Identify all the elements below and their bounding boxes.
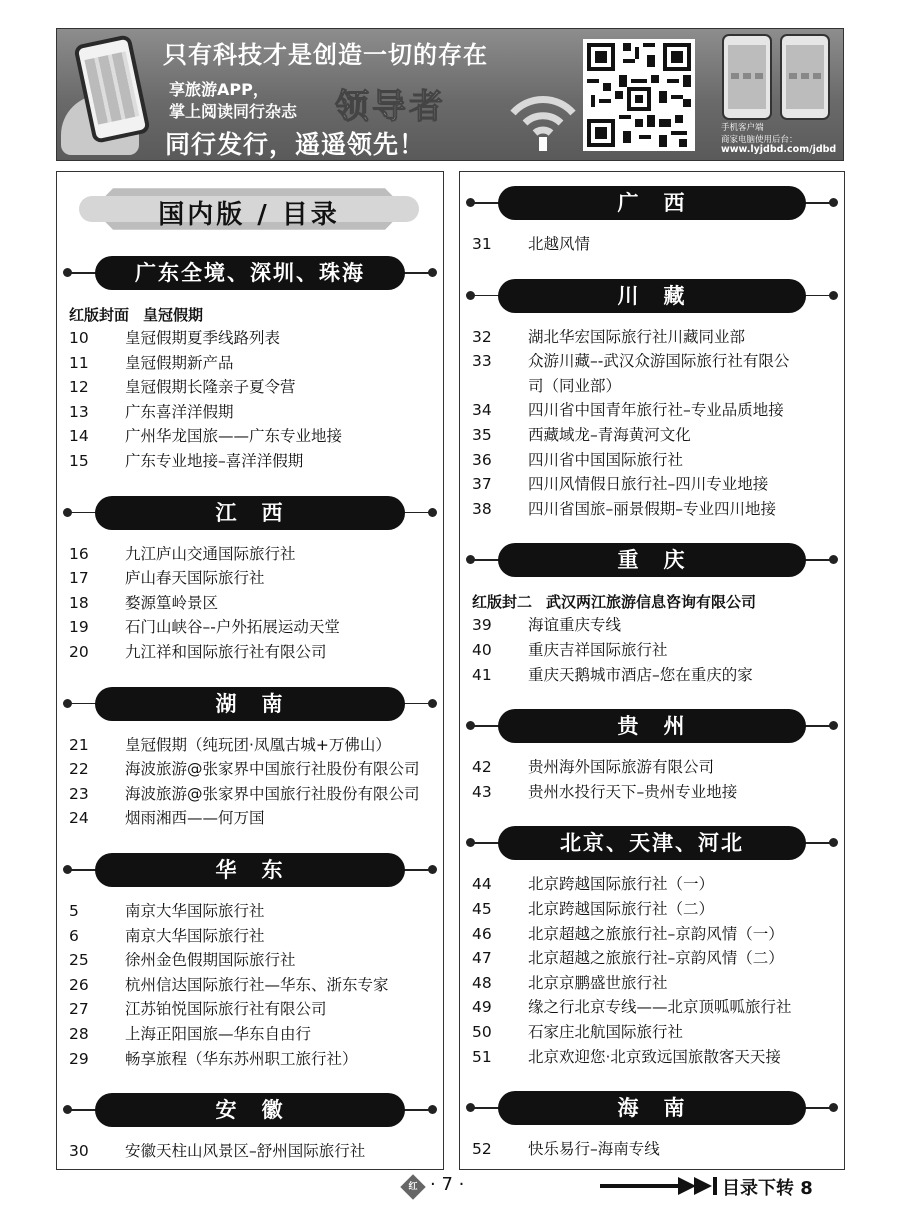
page-ref: 51 bbox=[472, 1047, 492, 1066]
entry-title: 四川风情假日旅行社–四川专业地接 bbox=[528, 475, 769, 494]
banner-big-word: 领导者 bbox=[335, 87, 446, 127]
entry-title: 北越风情 bbox=[528, 235, 591, 253]
entry-title: 皇冠假期夏季线路列表 bbox=[125, 329, 281, 347]
entry-title: 四川省国旅–丽景假期–专业四川地接 bbox=[528, 499, 777, 518]
bullet-dot-icon bbox=[63, 865, 72, 874]
page-ref: 41 bbox=[472, 665, 492, 684]
toc-entry[interactable] bbox=[472, 423, 840, 447]
toc-entry[interactable] bbox=[472, 325, 840, 349]
entry-title: 烟雨湘西——何万国 bbox=[125, 809, 265, 828]
section-header bbox=[57, 853, 443, 887]
page-ref: 12 bbox=[69, 378, 89, 397]
bullet-dot-icon bbox=[428, 699, 437, 708]
cover-label: 红版封面 bbox=[69, 306, 130, 324]
entry-title: 北京跨越国际旅行社（二） bbox=[528, 900, 715, 918]
page-ref: 11 bbox=[69, 353, 89, 372]
toc-entry[interactable] bbox=[69, 640, 439, 664]
section-header bbox=[460, 1091, 844, 1125]
banner-headline: 只有科技才是创造一切的存在 bbox=[163, 41, 488, 69]
bullet-dot-icon bbox=[428, 1105, 437, 1114]
toc-entry[interactable] bbox=[472, 349, 840, 373]
toc-title-banner bbox=[79, 186, 419, 232]
entry-title: 安徽天柱山风景区–舒州国际旅行社 bbox=[125, 1142, 366, 1161]
entry-title: 北京京鹏盛世旅行社 bbox=[528, 973, 668, 992]
section-title: 广 西 bbox=[498, 186, 806, 220]
toc-right-column bbox=[459, 171, 845, 1170]
toc-entry[interactable] bbox=[69, 924, 439, 948]
entry-title: 畅享旅程（华东苏州职工旅行社） bbox=[125, 1049, 358, 1068]
entry-title: 石家庄北航国际旅行社 bbox=[528, 1023, 684, 1041]
bullet-dot-icon bbox=[428, 865, 437, 874]
bullet-dot-icon bbox=[466, 291, 475, 300]
section-header bbox=[57, 687, 443, 721]
page-ref: 16 bbox=[69, 544, 89, 563]
bullet-dot-icon bbox=[829, 721, 838, 730]
page-ref: 13 bbox=[69, 402, 89, 421]
toc-entry[interactable] bbox=[69, 1022, 439, 1046]
toc-entry[interactable] bbox=[69, 542, 439, 566]
entry-title: 杭州信达国际旅行社—华东、浙东专家 bbox=[125, 975, 389, 994]
entry-title: 广东专业地接–喜洋洋假期 bbox=[125, 452, 304, 470]
page-ref: 35 bbox=[472, 426, 492, 444]
phone-screens-graphic bbox=[719, 33, 839, 121]
page-ref: 45 bbox=[472, 900, 492, 918]
toc-entry[interactable] bbox=[472, 922, 840, 946]
page-ref: 24 bbox=[69, 809, 89, 828]
section-header bbox=[460, 186, 844, 220]
entry-title: 海谊重庆专线 bbox=[528, 616, 622, 635]
section-title: 北京、天津、河北 bbox=[498, 826, 806, 860]
page-ref: 43 bbox=[472, 782, 492, 801]
section-title: 海 南 bbox=[498, 1091, 806, 1125]
cover-line[interactable] bbox=[69, 304, 203, 325]
toc-entry[interactable] bbox=[472, 1137, 840, 1161]
entry-title: 上海正阳国旅—华东自由行 bbox=[125, 1025, 312, 1043]
entry-title: 皇冠假期新产品 bbox=[125, 353, 234, 372]
page-ref: 6 bbox=[69, 926, 79, 945]
bullet-dot-icon bbox=[829, 555, 838, 564]
toc-entry[interactable] bbox=[472, 613, 840, 637]
page-ref: 10 bbox=[69, 329, 89, 347]
entry-title: 缘之行北京专线——北京顶呱呱旅行社 bbox=[528, 998, 792, 1017]
entry-title: 四川省中国国际旅行社 bbox=[528, 450, 684, 469]
toc-entry[interactable] bbox=[472, 472, 840, 496]
qr-code-icon[interactable] bbox=[583, 39, 695, 151]
bullet-dot-icon bbox=[428, 508, 437, 517]
toc-entry[interactable] bbox=[472, 398, 840, 422]
section-title: 川 藏 bbox=[498, 279, 806, 313]
page-ref: 49 bbox=[472, 998, 492, 1017]
page-ref: 34 bbox=[472, 401, 492, 420]
page-ref: 30 bbox=[69, 1142, 89, 1161]
banner-client-line1: 手机客户端 bbox=[721, 123, 764, 133]
toc-entry[interactable] bbox=[69, 806, 439, 830]
bullet-dot-icon bbox=[829, 291, 838, 300]
toc-entry[interactable] bbox=[472, 663, 840, 687]
page-ref: 21 bbox=[69, 735, 89, 754]
bullet-dot-icon bbox=[63, 508, 72, 517]
bullet-dot-icon bbox=[466, 555, 475, 564]
toc-entry[interactable] bbox=[472, 374, 840, 398]
toc-entry[interactable] bbox=[472, 232, 840, 256]
entry-title: 北京欢迎您·北京致远国旅散客天天接 bbox=[528, 1047, 781, 1066]
page-ref: 28 bbox=[69, 1025, 89, 1043]
toc-entry[interactable] bbox=[69, 375, 439, 399]
entry-title: 庐山春天国际旅行社 bbox=[125, 569, 265, 588]
toc-entry[interactable] bbox=[472, 1045, 840, 1069]
entry-title: 海波旅游@张家界中国旅行社股份有限公司 bbox=[125, 760, 420, 779]
entry-title: 皇冠假期长隆亲子夏令营 bbox=[125, 378, 296, 397]
page-ref: 25 bbox=[69, 951, 89, 970]
cover-advertiser: 皇冠假期 bbox=[143, 306, 204, 324]
red-edition-badge-text: 红 bbox=[408, 1182, 418, 1192]
entry-title: 司（同业部） bbox=[528, 376, 622, 395]
section-header bbox=[460, 826, 844, 860]
entry-title: 徐州金色假期国际旅行社 bbox=[125, 951, 296, 970]
toc-entry[interactable] bbox=[69, 973, 439, 997]
entry-title: 众游川藏–-武汉众游国际旅行社有限公 bbox=[528, 352, 790, 371]
section-header bbox=[57, 1093, 443, 1127]
toc-left-column bbox=[56, 171, 444, 1170]
toc-entry[interactable] bbox=[69, 615, 439, 639]
page-ref: 15 bbox=[69, 452, 89, 470]
section-header bbox=[460, 279, 844, 313]
toc-entry[interactable] bbox=[472, 946, 840, 970]
page-ref: 29 bbox=[69, 1049, 89, 1068]
toc-entry[interactable] bbox=[69, 400, 439, 424]
page-ref: 48 bbox=[472, 973, 492, 992]
section-title: 江 西 bbox=[95, 496, 405, 530]
page-ref: 22 bbox=[69, 760, 89, 779]
entry-title: 广州华龙国旅——广东专业地接 bbox=[125, 427, 343, 446]
page-ref: 17 bbox=[69, 569, 89, 588]
entry-title: 四川省中国青年旅行社–专业品质地接 bbox=[528, 401, 784, 420]
page-ref: 14 bbox=[69, 427, 89, 446]
toc-entry[interactable] bbox=[69, 326, 439, 350]
page-ref: 52 bbox=[472, 1140, 492, 1159]
arrow-right-icon bbox=[600, 1176, 720, 1196]
page-ref: 31 bbox=[472, 235, 492, 253]
cover-label: 红版封二 bbox=[472, 593, 533, 612]
section-title: 华 东 bbox=[95, 853, 405, 887]
page-ref: 50 bbox=[472, 1023, 492, 1041]
bullet-dot-icon bbox=[829, 1103, 838, 1112]
page-ref: 38 bbox=[472, 499, 492, 518]
toc-entry[interactable] bbox=[472, 448, 840, 472]
entry-title: 婺源篁岭景区 bbox=[125, 593, 219, 612]
toc-entry[interactable] bbox=[472, 1020, 840, 1044]
entry-title: 北京跨越国际旅行社（一） bbox=[528, 875, 715, 894]
bullet-dot-icon bbox=[63, 699, 72, 708]
bullet-dot-icon bbox=[466, 1103, 475, 1112]
entry-title: 重庆天鹅城市酒店–您在重庆的家 bbox=[528, 665, 753, 684]
section-header bbox=[57, 256, 443, 290]
entry-title: 江苏铂悦国际旅行社有限公司 bbox=[125, 1000, 327, 1019]
page-ref: 46 bbox=[472, 924, 492, 943]
bullet-dot-icon bbox=[466, 721, 475, 730]
page-ref: 37 bbox=[472, 475, 492, 494]
section-title: 湖 南 bbox=[95, 687, 405, 721]
entry-title: 南京大华国际旅行社 bbox=[125, 902, 265, 920]
entry-title: 广东喜洋洋假期 bbox=[125, 402, 234, 421]
toc-entry[interactable] bbox=[472, 780, 840, 804]
page-ref: 42 bbox=[472, 758, 492, 777]
toc-title: 国内版 / 目录 bbox=[158, 200, 340, 230]
toc-entry[interactable] bbox=[69, 1047, 439, 1071]
section-header bbox=[57, 496, 443, 530]
entry-title: 北京超越之旅旅行社–京韵风情（一） bbox=[528, 924, 784, 943]
bullet-dot-icon bbox=[829, 838, 838, 847]
toc-entry[interactable] bbox=[69, 424, 439, 448]
toc-entry[interactable] bbox=[472, 995, 840, 1019]
toc-entry[interactable] bbox=[472, 755, 840, 779]
page-ref: 18 bbox=[69, 593, 89, 612]
toc-continued-link[interactable]: 目录下转 8 bbox=[722, 1178, 813, 1199]
entry-title: 海波旅游@张家界中国旅行社股份有限公司 bbox=[125, 784, 420, 803]
section-header bbox=[460, 543, 844, 577]
toc-entry[interactable] bbox=[472, 897, 840, 921]
entry-title: 北京超越之旅旅行社–京韵风情（二） bbox=[528, 949, 784, 968]
entry-title: 皇冠假期（纯玩团·凤凰古城+万佛山） bbox=[125, 735, 391, 754]
bullet-dot-icon bbox=[466, 198, 475, 207]
page-ref: 27 bbox=[69, 1000, 89, 1019]
toc-entry[interactable] bbox=[69, 733, 439, 757]
wifi-icon bbox=[503, 73, 583, 153]
entry-title: 重庆吉祥国际旅行社 bbox=[528, 641, 668, 659]
app-banner bbox=[56, 28, 844, 161]
page-ref: 20 bbox=[69, 643, 89, 661]
entry-title: 西藏域龙–青海黄河文化 bbox=[528, 426, 691, 444]
toc-entry[interactable] bbox=[69, 899, 439, 923]
toc-entry[interactable] bbox=[472, 638, 840, 662]
page-ref: 36 bbox=[472, 450, 492, 469]
cover-line[interactable] bbox=[472, 591, 756, 612]
cover-advertiser: 武汉两江旅游信息咨询有限公司 bbox=[546, 593, 757, 612]
entry-title: 贵州水投行天下–贵州专业地接 bbox=[528, 782, 738, 801]
entry-title: 南京大华国际旅行社 bbox=[125, 926, 265, 945]
toc-entry[interactable] bbox=[69, 351, 439, 375]
entry-title: 贵州海外国际旅游有限公司 bbox=[528, 758, 715, 777]
entry-title: 快乐易行–海南专线 bbox=[528, 1140, 660, 1159]
entry-title: 九江祥和国际旅行社有限公司 bbox=[125, 643, 327, 661]
page-ref: 40 bbox=[472, 641, 492, 659]
toc-entry[interactable] bbox=[69, 948, 439, 972]
toc-entry[interactable] bbox=[69, 997, 439, 1021]
toc-entry[interactable] bbox=[472, 971, 840, 995]
page-ref: 19 bbox=[69, 618, 89, 637]
page-ref: 32 bbox=[472, 327, 492, 346]
bullet-dot-icon bbox=[428, 268, 437, 277]
entry-title: 石门山峡谷–-户外拓展运动天堂 bbox=[125, 618, 340, 637]
toc-entry[interactable] bbox=[472, 872, 840, 896]
page-ref: 44 bbox=[472, 875, 492, 894]
page-ref: 26 bbox=[69, 975, 89, 994]
toc-entry[interactable] bbox=[69, 449, 439, 473]
toc-entry[interactable] bbox=[69, 1139, 439, 1163]
page-ref: 5 bbox=[69, 902, 79, 920]
toc-entry[interactable] bbox=[69, 757, 439, 781]
toc-entry[interactable] bbox=[69, 782, 439, 806]
page-ref: 47 bbox=[472, 949, 492, 968]
entry-title: 九江庐山交通国际旅行社 bbox=[125, 544, 296, 563]
page-ref: 39 bbox=[472, 616, 492, 635]
entry-title: 湖北华宏国际旅行社川藏同业部 bbox=[528, 327, 746, 346]
section-title: 安 徽 bbox=[95, 1093, 405, 1127]
page-ref: 33 bbox=[472, 352, 492, 371]
toc-entry[interactable] bbox=[69, 591, 439, 615]
bullet-dot-icon bbox=[466, 838, 475, 847]
page-ref: 23 bbox=[69, 784, 89, 803]
toc-entry[interactable] bbox=[472, 497, 840, 521]
banner-app-line1: 享旅游APP， bbox=[169, 80, 269, 99]
banner-url-link[interactable]: www.lyjdbd.com/jdbd bbox=[721, 144, 837, 155]
section-title: 广东全境、深圳、珠海 bbox=[95, 256, 405, 290]
banner-client-line2: 商家电脑使用后台： bbox=[721, 135, 798, 145]
bullet-dot-icon bbox=[829, 198, 838, 207]
banner-tagline: 同行发行，遥遥领先！ bbox=[165, 130, 426, 159]
bullet-dot-icon bbox=[63, 268, 72, 277]
section-header bbox=[460, 709, 844, 743]
section-title: 重 庆 bbox=[498, 543, 806, 577]
toc-entry[interactable] bbox=[69, 566, 439, 590]
banner-app-line2: 掌上阅读同行杂志 bbox=[169, 102, 298, 121]
section-title: 贵 州 bbox=[498, 709, 806, 743]
bullet-dot-icon bbox=[63, 1105, 72, 1114]
page-number: · 7 · bbox=[430, 1174, 465, 1195]
